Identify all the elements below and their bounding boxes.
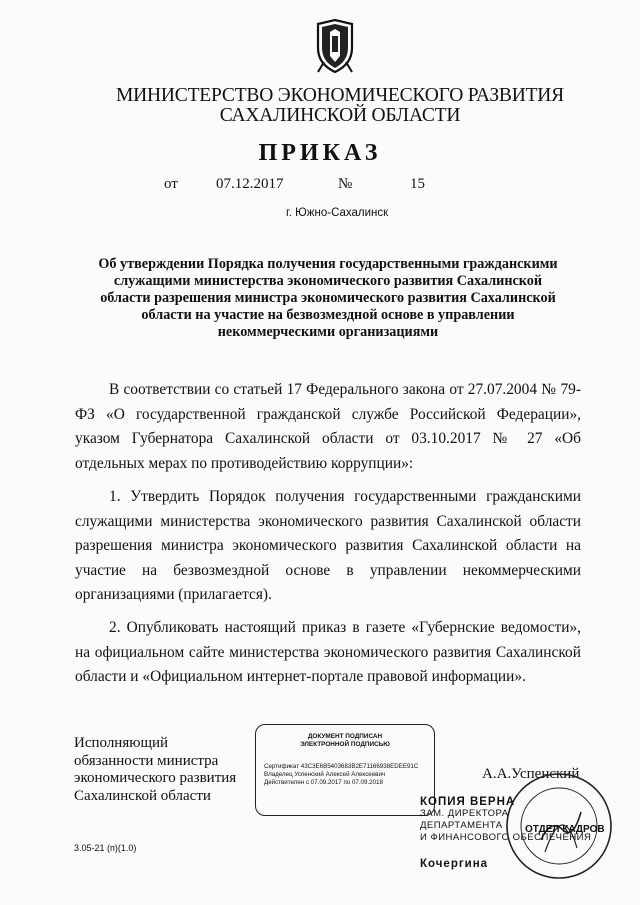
copy-surname: Кочергина xyxy=(420,858,489,870)
ministry-name xyxy=(100,86,580,126)
electronic-signature-stamp xyxy=(255,724,435,816)
item-1-paragraph: 1. Утвердить Порядок получения государственными гражданскими служащими министерства экономического развития Сахалинской области разрешения министра экономического развития Сахалинской области на участие на безвозмездной основе в управлении некоммерческими организациями (прилагается). xyxy=(75,488,581,603)
stamp-title-line-1: ДОКУМЕНТ ПОДПИСАН xyxy=(307,733,383,740)
from-label: от xyxy=(164,176,178,192)
stamp-validity: Действителен с 07.09.2017 по 07.09.2018 xyxy=(264,779,383,786)
subject-line-4: области на участие на безвозмездной основе в управлении xyxy=(141,307,515,323)
preamble-paragraph: В соответствии со статьей 17 Федерального закона от 27.07.2004 № 79-ФЗ «О государственной гражданской службе Российской Федерации», указом Губернатора Сахалинской области от 03.10.2017 № 27 «Об отдельных мерах по противодействию коррупции»: xyxy=(75,381,581,472)
copy-line-2: ЗАМ. ДИРЕКТОРА xyxy=(420,808,509,819)
copy-line-1: КОПИЯ ВЕРНА xyxy=(420,796,516,808)
signer-position-line-2: обязанности министра xyxy=(74,752,219,769)
subject-line-1: Об утверждении Порядка получения государственными гражданскими xyxy=(98,256,558,272)
subject-line-3: области разрешения министра экономического развития Сахалинской xyxy=(100,290,556,306)
copy-line-3: ДЕПАРТАМЕНТА xyxy=(420,820,503,831)
signer-position-line-3: экономического развития xyxy=(74,770,237,786)
order-subject xyxy=(82,256,574,341)
certified-copy-stamp xyxy=(420,796,591,844)
stamp-owner: Владелец Успенский Алексей Алексеевич xyxy=(264,771,386,778)
copy-line-4: И ФИНАНСОВОГО ОБЕСПЕЧЕНИЯ xyxy=(420,832,592,843)
document-type: ПРИКАЗ xyxy=(258,140,382,166)
signer-position-line-4: Сахалинской области xyxy=(74,787,211,804)
signer-position-line-1: Исполняющий xyxy=(74,735,169,751)
signer-position xyxy=(74,735,236,805)
seal-ring-text: ОТДЕЛ КАДРОВ xyxy=(525,824,605,835)
order-number: 15 xyxy=(410,176,425,192)
form-code: 3.05-21 (п)(1.0) xyxy=(74,843,137,853)
signer-name: А.А.Успенский xyxy=(482,766,580,782)
coat-of-arms-icon xyxy=(312,18,358,74)
stamp-certificate: Сертификат 43C3E6B5403683B2E71166938EDEE91C xyxy=(264,763,419,770)
subject-line-5: некоммерческими организациями xyxy=(217,324,439,340)
stamp-title-line-2: ЭЛЕКТРОННОЙ ПОДПИСЬЮ xyxy=(300,741,390,748)
city: г. Южно-Сахалинск xyxy=(286,207,389,219)
ministry-line-1: МИНИСТЕРСТВО ЭКОНОМИЧЕСКОГО РАЗВИТИЯ xyxy=(116,85,564,106)
order-date: 07.12.2017 xyxy=(216,176,284,192)
subject-line-2: служащими министерства экономического развития Сахалинской xyxy=(113,273,543,289)
number-label: № xyxy=(338,176,353,192)
ministry-line-2: САХАЛИНСКОЙ ОБЛАСТИ xyxy=(219,105,461,126)
item-2-paragraph: 2. Опубликовать настоящий приказ в газете «Губернские ведомости», на официальном сайте министерства экономического развития Сахалинской области и «Официальном интернет-портале правовой информации». xyxy=(75,619,581,685)
